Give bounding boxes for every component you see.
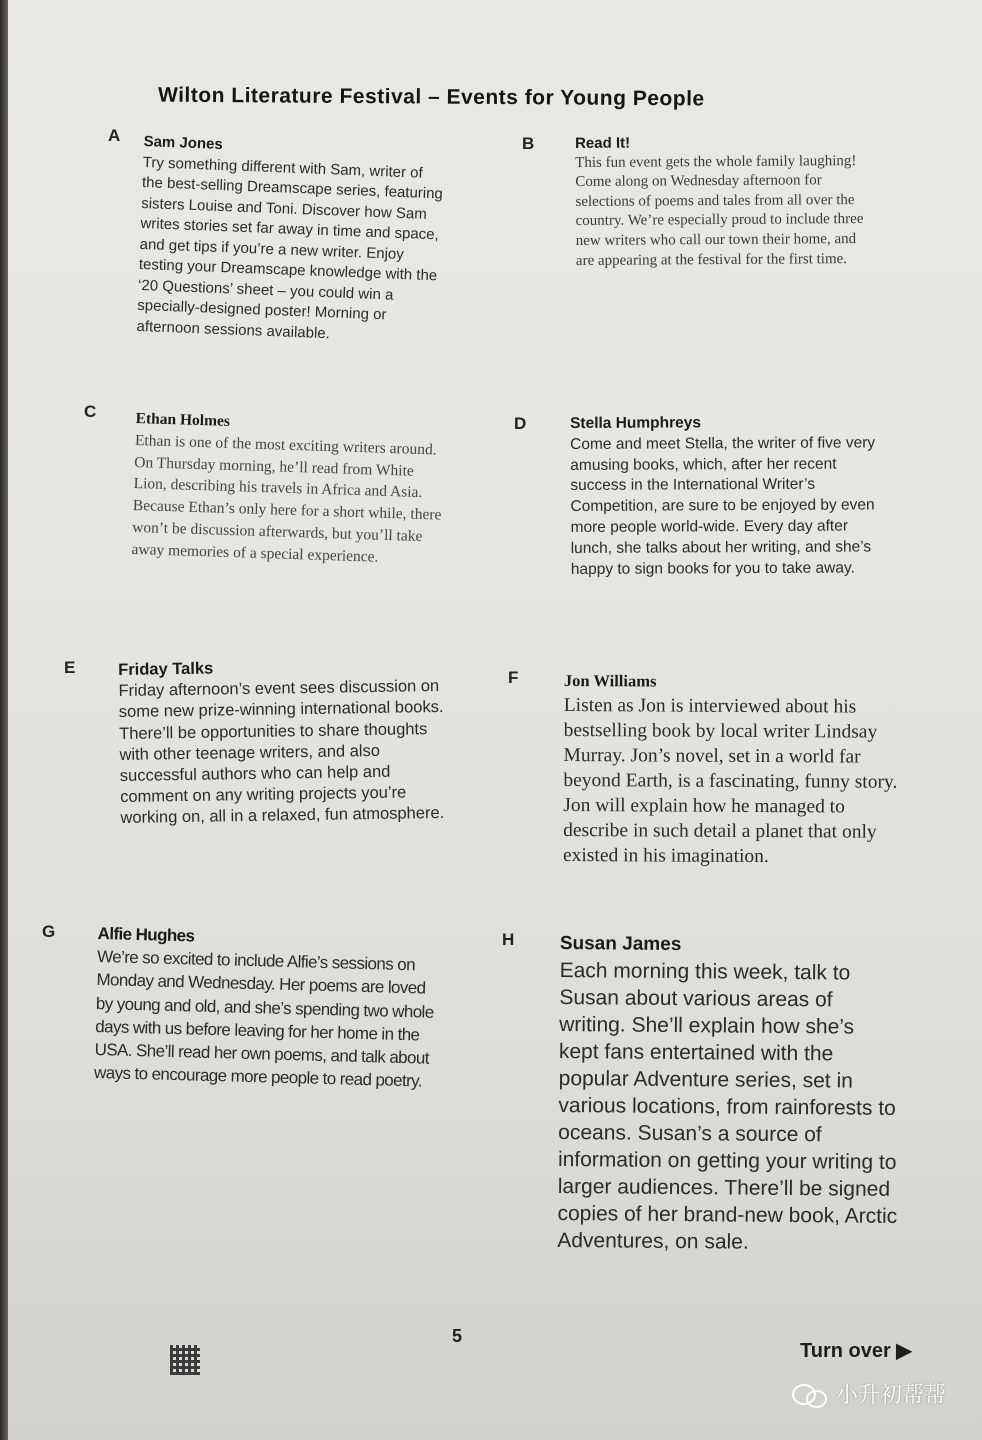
exam-page [8, 0, 982, 1440]
event-letter-d: D [514, 414, 527, 433]
watermark [792, 1378, 946, 1409]
event-g [94, 922, 438, 1093]
event-c [131, 408, 446, 570]
qr-code-icon [170, 1345, 200, 1375]
event-e-name: Friday Talks [118, 659, 214, 679]
page-number: 5 [452, 1326, 463, 1346]
event-letter-g: G [42, 922, 56, 941]
turn-over-label: Turn over ▶ [800, 1340, 912, 1362]
event-a [136, 132, 449, 349]
event-letter-e: E [64, 658, 76, 677]
event-letter-b: B [522, 134, 535, 153]
event-g-text: We’re so excited to include Alfie’s sessions on Monday and Wednesday. Her poems are loved by young and old, and she’s spending two whole days with us before leaving for her home in the USA. She’ll read her own poems, and talk about ways to encourage more people to read poetry. [93, 947, 434, 1091]
event-b-name: Read It! [575, 134, 631, 152]
watermark-text: 小升初帮帮 [836, 1383, 947, 1408]
event-a-name: Sam Jones [143, 132, 224, 154]
event-d-name: Stella Humphreys [570, 414, 702, 432]
event-d [570, 412, 891, 580]
event-h [557, 930, 900, 1257]
book-spine-edge [0, 0, 8, 1440]
event-c-name: Ethan Holmes [135, 409, 231, 430]
event-f-name: Jon Williams [563, 670, 657, 691]
event-b-text: This fun event gets the whole family laughing! Come along on Wednesday afternoon for selections of poems and tales from all over the country. We’re especially proud to include three new writers who call our town their home, and are appearing at the festival for the first time. [575, 152, 864, 269]
event-f-text: Listen as Jon is interviewed about his bestselling book by local writer Lindsay Murray. Jon’s novel, set in a world far beyond Earth, is a fascinating, funny story. Jon will explain how he managed to describe in such detail a planet that only existed in his imagination. [562, 694, 898, 868]
event-d-text: Come and meet Stella, the writer of five very amusing books, which, after her recent success in the International Writer’s Competition, are sure to be enjoyed by even more people world-wide. Every day after lunch, she talks about her writing, and she’s happy to sign books for you to take away. [570, 434, 876, 578]
event-e-text: Friday afternoon’s event sees discussion on some new prize-winning international books. There’ll be opportunities to share thoughts with other teenage writers, and also successful authors who can help and comment on any writing projects you’re working on, all in a relaxed, fun atmosphere. [118, 677, 445, 828]
event-h-name: Susan James [559, 932, 682, 956]
wechat-icon [792, 1380, 828, 1408]
event-b [575, 132, 876, 271]
event-h-text: Each morning this week, talk to Susan about various areas of writing. She’ll explain how she’s kept fans entertained with the popular Adventure series, set in various locations, from rainforests to oceans. Susan’s a source of information on getting your writing to larger audiences. There’ll be signed copies of her brand-new book, Arctic Adventures, on sale. [557, 958, 898, 1254]
event-letter-f: F [508, 668, 519, 687]
event-a-text: Try something different with Sam, writer of the best-selling Dreamscape series, featuring sisters Louise and Toni. Discover how Sam writes stories set far away in time and space, and get tips if you’re a new writer. Enjoy testing your Dreamscape knowledge with the ‘20 Questions’ sheet – you could win a specially-designed poster! Morning or afternoon sessions available. [136, 153, 444, 342]
event-letter-h: H [502, 930, 515, 949]
event-letter-c: C [84, 402, 97, 421]
event-c-text: Ethan is one of the most exciting writers around. On Thursday morning, he’ll read from White Lion, describing his travels in Africa and Asia. Because Ethan’s only here for a short while, there won’t be discussion afterwards, but you’ll take away memories of a special experience. [131, 431, 442, 566]
event-f [563, 668, 899, 870]
event-g-name: Alfie Hughes [97, 923, 195, 946]
event-e [118, 655, 451, 830]
event-letter-a: A [108, 126, 121, 145]
page-title: Wilton Literature Festival – Events for Young People [157, 83, 705, 111]
